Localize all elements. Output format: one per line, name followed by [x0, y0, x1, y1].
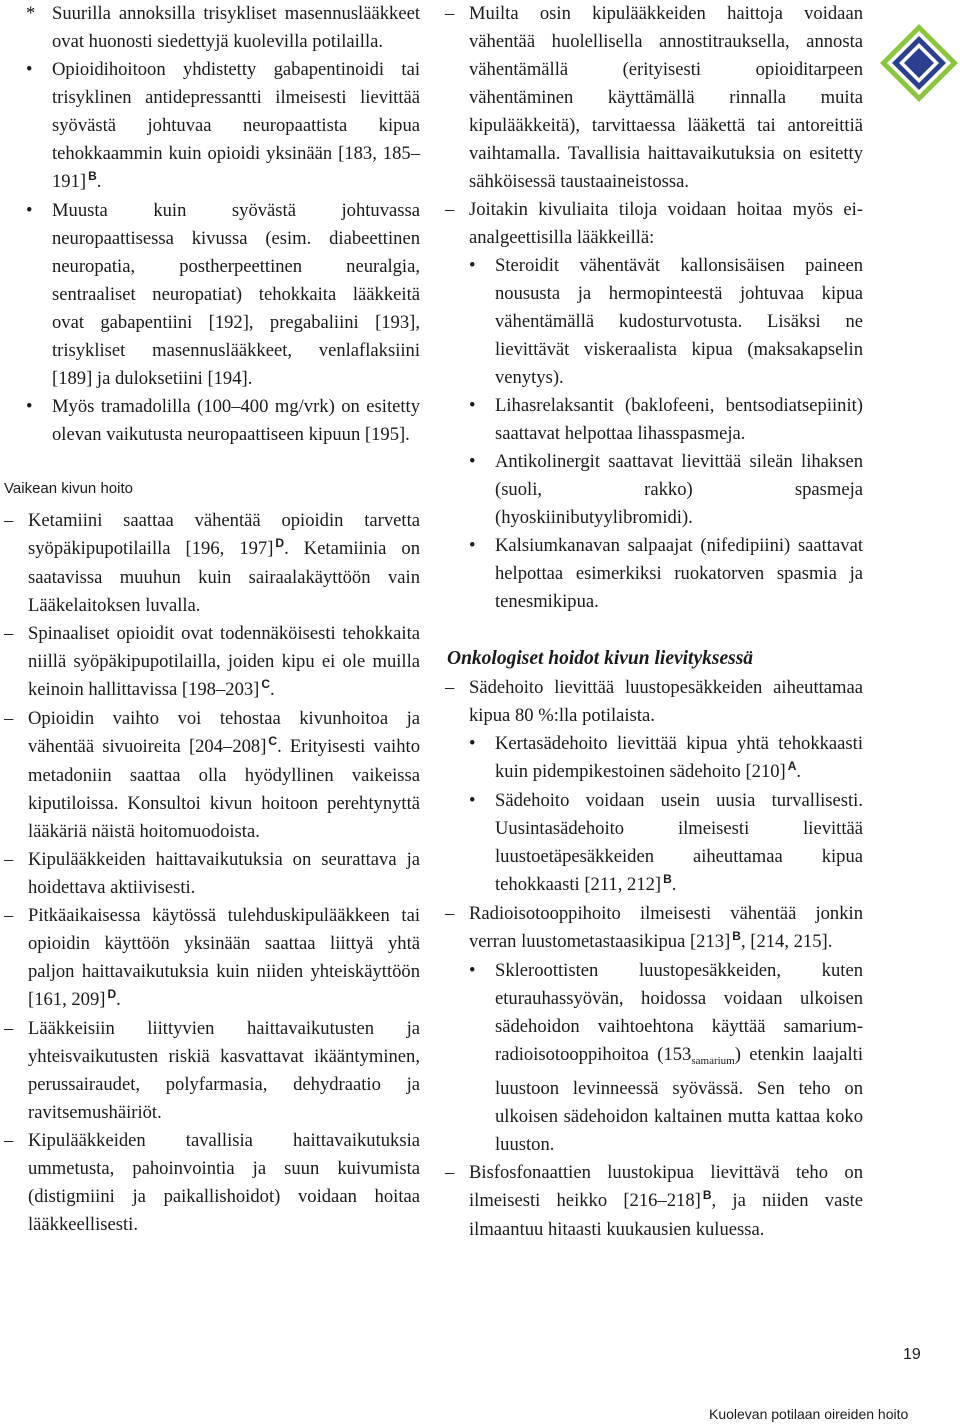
item-text	[495, 252, 863, 392]
text-run: Lääkkeisiin liittyvien haittavaikutusten ja yhteisvaikutusten riskiä kasvattavat ikääntyminen, perussairaudet, polyfarmasia, dehydraatio ja ravitsemushäiriöt.	[28, 1018, 420, 1123]
item-text	[495, 392, 863, 448]
bullet-item	[4, 0, 420, 56]
dash-item	[4, 1127, 420, 1239]
bullet-item	[445, 448, 863, 532]
dash-item	[445, 0, 863, 196]
item-text	[495, 787, 863, 900]
list-marker: –	[4, 708, 14, 729]
text-run: Antikolinergit saattavat lievittää sileän lihaksen (suoli, rakko) spasmeja (hyoskiinibutyylibromidi).	[495, 451, 863, 528]
text-run: , [214, 215].	[740, 931, 833, 952]
item-text	[52, 393, 420, 449]
item-text	[52, 56, 420, 197]
item-text	[28, 705, 420, 846]
bullet-item	[445, 957, 863, 1159]
section-heading: Vaikean kivun hoito	[4, 480, 133, 497]
item-text	[28, 1127, 420, 1239]
evidence-grade: B	[702, 1188, 712, 1202]
bullet-item	[445, 392, 863, 448]
bullet-item	[4, 197, 420, 393]
text-run: Skleroottisten luustopesäkkeiden, kuten eturauhassyövän, hoidossa voidaan ulkoisen sädehoidon vaihtoehtona käyttää samarium-radioisotooppihoitoa (153	[495, 960, 863, 1065]
left-column	[4, 0, 420, 1239]
list-marker: –	[4, 623, 14, 644]
item-text	[469, 196, 863, 252]
list-marker: *	[26, 3, 36, 24]
text-run: .	[116, 989, 121, 1010]
evidence-grade: B	[663, 872, 672, 886]
item-text	[495, 957, 863, 1159]
dash-item	[445, 674, 863, 730]
list-marker: •	[469, 451, 476, 472]
dash-item	[445, 1159, 863, 1244]
list-marker: –	[4, 1130, 14, 1151]
item-text	[495, 532, 863, 616]
item-text	[469, 1159, 863, 1244]
text-run: .	[270, 679, 275, 700]
bullet-item	[4, 393, 420, 449]
item-text	[52, 0, 420, 56]
text-run: .	[796, 761, 802, 782]
item-text	[28, 507, 420, 620]
dash-item	[445, 196, 863, 252]
item-text	[28, 846, 420, 902]
dash-item	[4, 705, 420, 846]
section-heading: Onkologiset hoidot kivun lievityksessä	[447, 648, 754, 669]
item-text	[495, 730, 863, 787]
item-text	[469, 900, 863, 957]
text-run: Sädehoito voidaan usein uusia turvallisesti. Uusintasädehoito ilmeisesti lievittää luustoetäpesäkkeiden aiheuttamaa kipua tehokkaasti [211, 212]	[495, 790, 863, 895]
evidence-grade: D	[275, 536, 285, 550]
text-run: .	[671, 874, 677, 895]
dash-item	[4, 1015, 420, 1127]
evidence-grade: B	[732, 929, 741, 943]
list-marker: –	[445, 677, 455, 698]
dash-item	[445, 900, 863, 957]
text-run: Kalsiumkanavan salpaajat (nifedipiini) saattavat helpottaa esimerkiksi ruokatorven spasmia ja tenesmikipua.	[495, 535, 863, 612]
text-run: . Erityisesti vaihto metadoniin saattaa olla hyödyllinen vaikeissa kiputiloissa. Konsultoi kivun hoitoon perehtynyttä lääkäriä näistä hoitomuodoista.	[28, 736, 420, 842]
list-marker: •	[26, 200, 33, 221]
text-run: Bisfosfonaattien luustokipua lievittävä teho on ilmeisesti heikko [216–218]	[469, 1162, 863, 1211]
dash-item	[4, 507, 420, 620]
evidence-grade: C	[268, 734, 278, 748]
bullet-item	[4, 56, 420, 197]
list-marker: •	[469, 255, 476, 276]
dash-item	[4, 902, 420, 1015]
bullet-item	[445, 252, 863, 392]
text-run: Steroidit vähentävät kallonsisäisen paineen nousustа ja hermopinteestä johtuvaa kipua vähentämällä kudosturvotusta. Lisäksi ne lievittävät viskeraalista kipua (maksakapselin venytys).	[495, 255, 863, 388]
list-marker: •	[469, 790, 476, 811]
evidence-grade: A	[787, 759, 797, 773]
bullet-item	[445, 730, 863, 787]
text-run: Kertasädehoito lievittää kipua yhtä tehokkaasti kuin pidempikestoinen sädehoito [210]	[495, 733, 863, 782]
list-marker: •	[26, 396, 33, 417]
list-marker: –	[4, 1018, 14, 1039]
text-run: Joitakin kivuliaita tiloja voidaan hoitaa myös ei-analgeettisilla lääkkeillä:	[469, 199, 863, 248]
evidence-grade: D	[107, 987, 117, 1001]
list-marker: –	[445, 1162, 455, 1183]
list-marker: –	[4, 510, 14, 531]
text-run: Opioidin vaihto voi tehostaa kivunhoitoa ja vähentää sivuoireita [204–208]	[28, 708, 420, 757]
bullet-item	[445, 532, 863, 616]
list-marker: –	[445, 903, 455, 924]
right-column	[445, 0, 863, 1244]
evidence-grade: B	[88, 169, 97, 183]
text-run: Myös tramadolilla (100–400 mg/vrk) on esitetty olevan vaikutusta neuropaattiseen kipuun [195].	[52, 396, 420, 445]
text-run: Radioisotooppihoito ilmeisesti vähentää jonkin verran luustometastaasikipua [213]	[469, 903, 863, 952]
text-run: Ketamiini saattaa vähentää opioidin tarvetta syöpäkipupotilailla [196, 197]	[28, 510, 420, 559]
text-run: , ja niiden vaste ilmaantuu hitaasti kuukausien kuluessa.	[469, 1190, 863, 1240]
text-run: . Ketamiinia on saatavissa muuhun kuin sairaalakäyttöön vain Lääkelaitoksen luvalla.	[28, 538, 420, 616]
list-marker: •	[469, 395, 476, 416]
bullet-item	[445, 787, 863, 900]
subscript-text: samarium	[691, 1055, 735, 1067]
text-run: Spinaaliset opioidit ovat todennäköisesti tehokkaita niillä syöpäkipupotilailla, joiden kipu ei ole muilla keinoin hallittavissa [198–203]	[28, 623, 420, 700]
list-marker: •	[469, 960, 476, 981]
item-text	[469, 674, 863, 730]
text-run: Sädehoito lievittää luustopesäkkeiden aiheuttamaa kipua 80 %:lla potilaista.	[469, 677, 863, 726]
text-run: Muilta osin kipulääkkeiden haittoja voidaan vähentää huolellisella annostitrauksella, annosta vähentämällä (erityisesti opioiditarpeen vähentäminen käyttämällä rinnalla muita kipulääkkeitä), tarvittaessa lääkettä tai antoreittiä vaihtamalla. Tavallisia haittavaikutuksia on esitetty sähköisessä taustaaineistossa.	[469, 3, 863, 192]
text-run: Opioidihoitoon yhdistetty gabapentinoidi tai trisyklinen antidepressantti ilmeisesti lievittää syövästä johtuvaa neuropaattista kipua tehokkaammin kuin opioidi yksinään [183, 185–191]	[52, 59, 420, 192]
item-text	[52, 197, 420, 393]
footer-title: Kuolevan potilaan oireiden hoito	[709, 1406, 909, 1422]
item-text	[28, 902, 420, 1015]
list-marker: –	[4, 905, 14, 926]
list-marker: –	[445, 199, 455, 220]
list-marker: •	[469, 733, 476, 754]
list-marker: •	[26, 59, 33, 80]
list-marker: •	[469, 535, 476, 556]
evidence-grade: C	[261, 677, 271, 691]
item-text	[28, 620, 420, 705]
page-number: 19	[903, 1346, 921, 1363]
list-marker: –	[445, 3, 455, 24]
text-run: .	[96, 171, 102, 192]
item-text	[469, 0, 863, 196]
text-run: ) etenkin laajalti luustoon levinneessä syövässä. Sen teho on ulkoisen sädehoidon kaltainen mutta kattaa koko luuston.	[495, 1044, 863, 1155]
text-run: Suurilla annoksilla trisykliset masennuslääkkeet ovat huonosti siedettyjä kuolevilla potilailla.	[52, 3, 420, 52]
list-marker: –	[4, 849, 14, 870]
diamond-logo-icon	[878, 22, 960, 104]
item-text	[28, 1015, 420, 1127]
dash-item	[4, 846, 420, 902]
item-text	[495, 448, 863, 532]
text-run: Lihasrelaksantit (baklofeeni, bentsodiatsepiinit) saattavat helpottaa lihasspasmeja.	[495, 395, 863, 444]
text-run: Kipulääkkeiden haittavaikutuksia on seurattava ja hoidettava aktiivisesti.	[28, 849, 420, 898]
dash-item	[4, 620, 420, 705]
text-run: Kipulääkkeiden tavallisia haittavaikutuksia ummetusta, pahoinvointia ja suun kuivumista (distigmiini ja paikallishoidot) voidaan hoitaa lääkkeellisesti.	[28, 1130, 420, 1235]
text-run: Muusta kuin syövästä johtuvassa neuropaattisessa kivussa (esim. diabeettinen neuropatia, postherpeettinen neuralgia, sentraaliset neuropatiat) tehokkaita lääkkeitä ovat gabapentiini [192], pregabaliini [193], trisykliset masennuslääkkeet, venlaflaksiini [189] ja duloksetiini [194].	[52, 200, 420, 389]
text-run: Pitkäaikaisessa käytössä tulehduskipulääkkeen tai opioidin käyttöön yksinään saattaa liittyä yhtä paljon haittavaikutuksia kuin niiden yhteiskäyttöön [161, 209]	[28, 905, 420, 1010]
